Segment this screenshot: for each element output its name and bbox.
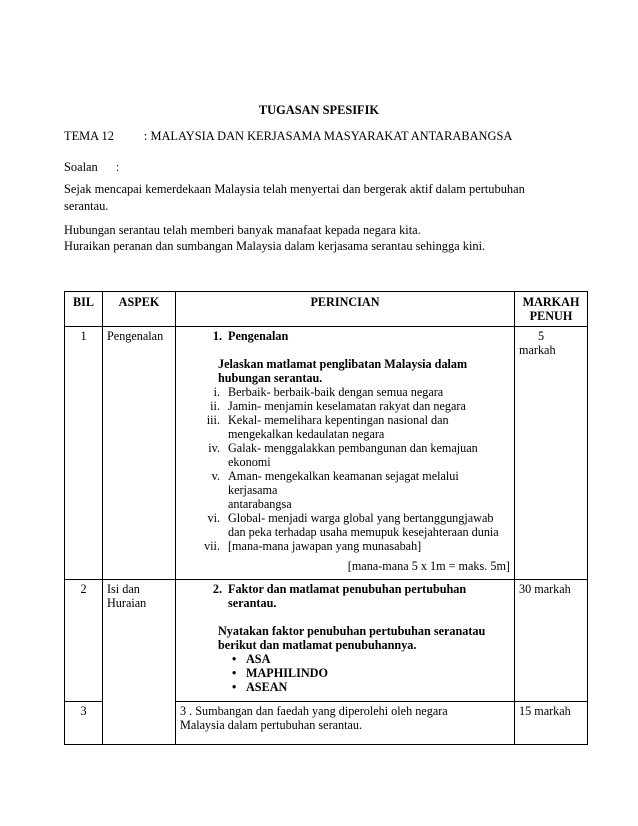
row1-item-title: Pengenalan	[228, 329, 289, 343]
row2-item-title: Faktor dan matlamat penubuhan pertubuhan	[228, 582, 467, 596]
header-aspek: ASPEK	[103, 292, 176, 327]
row2-bil: 2	[65, 580, 103, 702]
row3-text-line: Malaysia dalam pertubuhan serantau.	[180, 718, 363, 732]
row1-question-line: Jelaskan matlamat penglibatan Malaysia dalam	[218, 357, 468, 371]
list-item: i. Berbaik- berbaik-baik dengan semua negara	[213, 385, 444, 399]
header-bil: BIL	[65, 292, 103, 327]
row1-item-heading	[180, 329, 510, 343]
row1-perincian	[176, 327, 515, 580]
row2-perincian	[176, 580, 515, 702]
row1-markah	[515, 327, 588, 580]
row3-text-line: 3 . Sumbangan dan faedah yang diperolehi oleh negara	[180, 704, 448, 718]
soalan-label: Soalan	[64, 160, 98, 174]
table-header-row	[65, 292, 588, 327]
header-markah-line1: MARKAH	[522, 295, 580, 309]
row2-bullet-list	[180, 652, 510, 694]
list-item: ii. Jamin- menjamin keselamatan rakyat dan negara	[210, 399, 466, 413]
row1-question-line: hubungan serantau.	[218, 371, 323, 385]
row3-markah: 15 markah	[515, 702, 588, 745]
header-markah-line2: PENUH	[529, 309, 573, 323]
row1-note: [mana-mana 5 x 1m = maks. 5m]	[347, 559, 510, 573]
header-perincian: PERINCIAN	[176, 292, 515, 327]
list-item: vii. [mana-mana jawapan yang munasabah]	[204, 539, 422, 553]
soalan-colon: :	[115, 160, 120, 174]
list-item: iii. Kekal- memelihara kepentingan nasional dan mengekalkan kedaulatan negara	[206, 413, 449, 441]
row2-item-title: serantau.	[228, 596, 277, 610]
paragraph-line: serantau.	[64, 199, 109, 213]
row2-question-line: berikut dan matlamat penubuhannya.	[218, 638, 417, 652]
row3-bil: 3	[65, 702, 103, 745]
tema-label: TEMA 12	[64, 129, 114, 143]
row1-markah-line1: 5	[538, 329, 545, 343]
page-title: TUGASAN SPESIFIK	[258, 103, 380, 117]
list-item: • ASA	[232, 652, 510, 666]
row1-bil: 1	[65, 327, 103, 580]
row1-item-num: 1.	[212, 329, 222, 343]
header-markah	[515, 292, 588, 327]
row2-item-heading	[180, 582, 510, 610]
paragraph-line: Huraikan peranan dan sumbangan Malaysia dalam kerjasama serantau sehingga kini.	[64, 239, 486, 253]
row2-markah: 30 markah	[515, 580, 588, 702]
rubric-table	[64, 291, 588, 745]
paragraph-line: Sejak mencapai kemerdekaan Malaysia telah menyertai dan bergerak aktif dalam pertubuhan	[64, 182, 525, 196]
table-row	[65, 580, 588, 702]
tema-text: : MALAYSIA DAN KERJASAMA MASYARAKAT ANTARABANGSA	[143, 129, 513, 143]
list-item: v. Aman- mengekalkan keamanan sejagat melalui kerjasama antarabangsa	[211, 469, 459, 511]
row1-aspek: Pengenalan	[103, 327, 176, 580]
list-item: • ASEAN	[232, 680, 510, 694]
paragraph-line: Hubungan serantau telah memberi banyak manafaat kepada negara kita.	[64, 223, 421, 237]
row3-perincian	[176, 702, 515, 745]
row2-question-line: Nyatakan faktor penubuhan pertubuhan seranatau	[218, 624, 486, 638]
list-item: iv. Galak- menggalakkan pembangunan dan kemajuan ekonomi	[208, 441, 478, 469]
tema-line	[64, 129, 512, 144]
soalan-line	[64, 160, 119, 175]
row2-item-num: 2.	[212, 582, 222, 596]
table-row	[65, 327, 588, 580]
row2-aspek: Isi dan Huraian	[103, 580, 176, 745]
row1-markah-line2: markah	[519, 343, 556, 357]
list-item: • MAPHILINDO	[232, 666, 510, 680]
list-item: vi. Global- menjadi warga global yang bertanggungjawab dan peka terhadap usaha memupuk kesejahteraan dunia	[207, 511, 499, 539]
